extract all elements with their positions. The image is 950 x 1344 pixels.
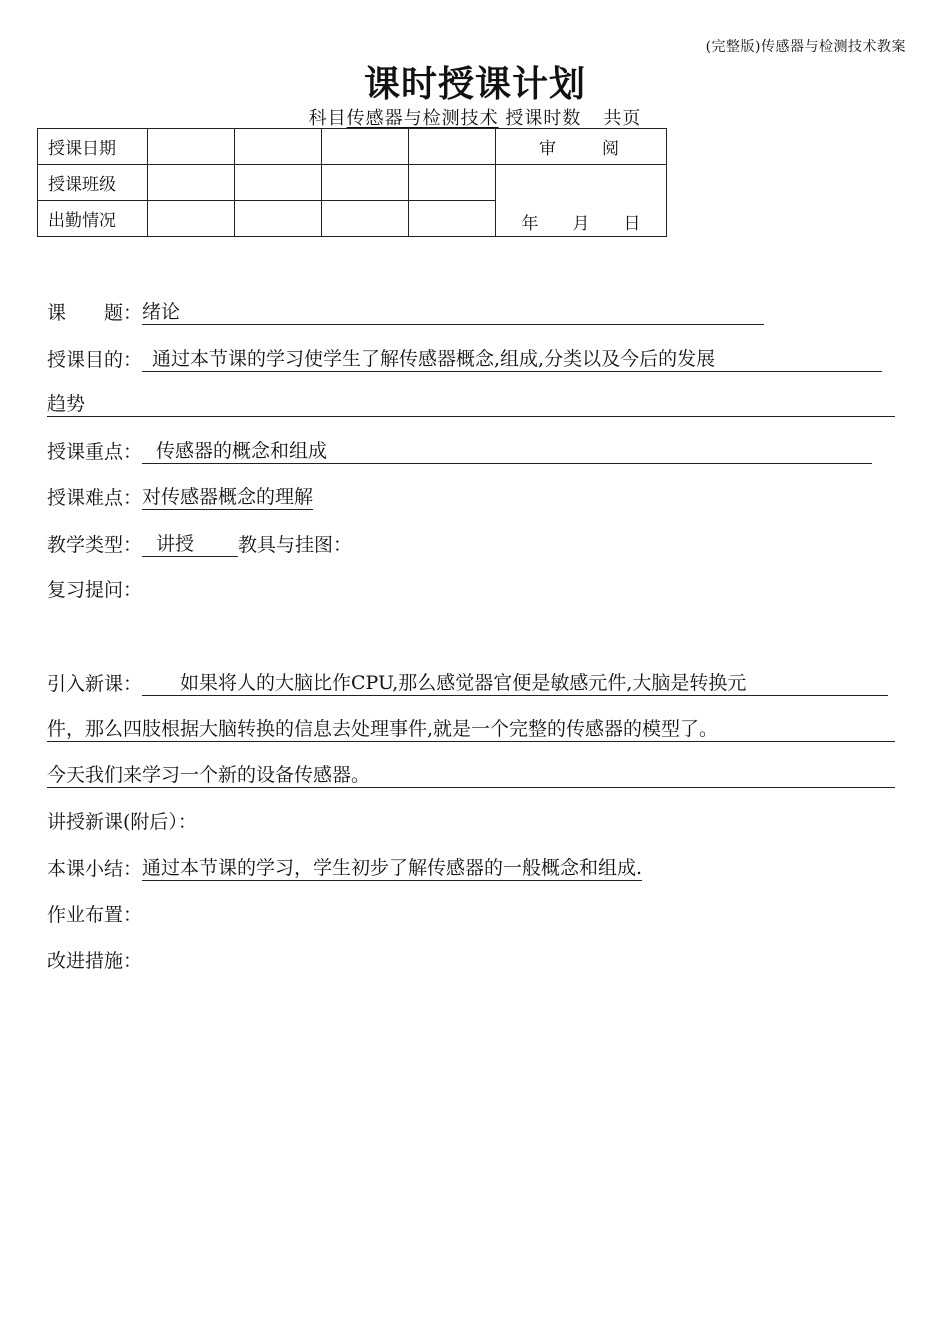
table-cell bbox=[409, 201, 496, 237]
review-header: 审 阅 bbox=[496, 129, 667, 165]
table-row bbox=[38, 129, 667, 165]
table-cell bbox=[148, 165, 235, 201]
intro-value-line1: 如果将人的大脑比作CPU,那么感觉器官便是敏感元件,大脑是转换元 bbox=[142, 671, 888, 696]
schedule-table bbox=[37, 128, 667, 237]
table-cell bbox=[322, 129, 409, 165]
topic-value: 绪论 bbox=[142, 300, 764, 325]
intro-value-line3: 今天我们来学习一个新的设备传感器。 bbox=[47, 763, 895, 788]
objective-field bbox=[47, 347, 882, 372]
review-date-cell bbox=[496, 165, 667, 237]
intro-label: 引入新课： bbox=[47, 673, 143, 695]
table-cell bbox=[322, 201, 409, 237]
page-title: 课时授课计划 bbox=[363, 64, 586, 105]
teaching-type-label: 教学类型： bbox=[47, 534, 143, 556]
difficulty-field bbox=[47, 485, 313, 510]
summary-value: 通过本节课的学习，学生初步了解传感器的一般概念和组成. bbox=[142, 857, 643, 879]
row-label-date: 授课日期 bbox=[38, 129, 148, 165]
difficulty-value: 对传感器概念的理解 bbox=[142, 486, 314, 508]
teaching-type-value: 讲授 bbox=[142, 532, 238, 557]
table-cell bbox=[235, 129, 322, 165]
teaching-aids-label: 教具与挂图： bbox=[238, 534, 353, 556]
intro-field bbox=[47, 671, 888, 696]
objective-value-line2: 趋势 bbox=[47, 392, 895, 417]
lecture-label: 讲授新课(附后）： bbox=[47, 811, 197, 833]
review-questions-label: 复习提问： bbox=[47, 579, 143, 601]
subject-line bbox=[0, 104, 950, 130]
key-points-field bbox=[47, 439, 872, 464]
table-cell bbox=[409, 165, 496, 201]
row-label-class: 授课班级 bbox=[38, 165, 148, 201]
key-points-label: 授课重点： bbox=[47, 441, 143, 463]
subject-value: 传感器与检测技术 bbox=[346, 108, 499, 129]
table-cell bbox=[148, 129, 235, 165]
summary-label: 本课小结： bbox=[47, 858, 143, 880]
topic-field bbox=[47, 300, 764, 325]
table-cell bbox=[235, 201, 322, 237]
objective-label: 授课目的： bbox=[47, 349, 143, 371]
topic-label: 课 题： bbox=[47, 302, 143, 324]
document-note: (完整版)传感器与检测技术教案 bbox=[705, 39, 906, 55]
homework-label: 作业布置： bbox=[47, 904, 143, 926]
row-label-attendance: 出勤情况 bbox=[38, 201, 148, 237]
improvement-label: 改进措施： bbox=[47, 950, 143, 972]
table-cell bbox=[148, 201, 235, 237]
table-cell bbox=[235, 165, 322, 201]
table-row bbox=[38, 165, 667, 201]
difficulty-label: 授课难点： bbox=[47, 487, 143, 509]
subject-label: 科目 bbox=[308, 108, 347, 129]
hours-label: 授课时数 bbox=[505, 108, 582, 129]
summary-field bbox=[47, 856, 642, 881]
pages-label: 共页 bbox=[603, 108, 642, 129]
table-cell bbox=[409, 129, 496, 165]
table-cell bbox=[322, 165, 409, 201]
objective-value-line1: 通过本节课的学习使学生了解传感器概念,组成,分类以及今后的发展 bbox=[142, 347, 882, 372]
intro-value-line2: 件，那么四肢根据大脑转换的信息去处理事件,就是一个完整的传感器的模型了。 bbox=[47, 717, 895, 742]
review-date-label: 年 月 日 bbox=[521, 214, 641, 234]
key-points-value: 传感器的概念和组成 bbox=[142, 439, 872, 464]
teaching-type-field bbox=[47, 532, 352, 557]
